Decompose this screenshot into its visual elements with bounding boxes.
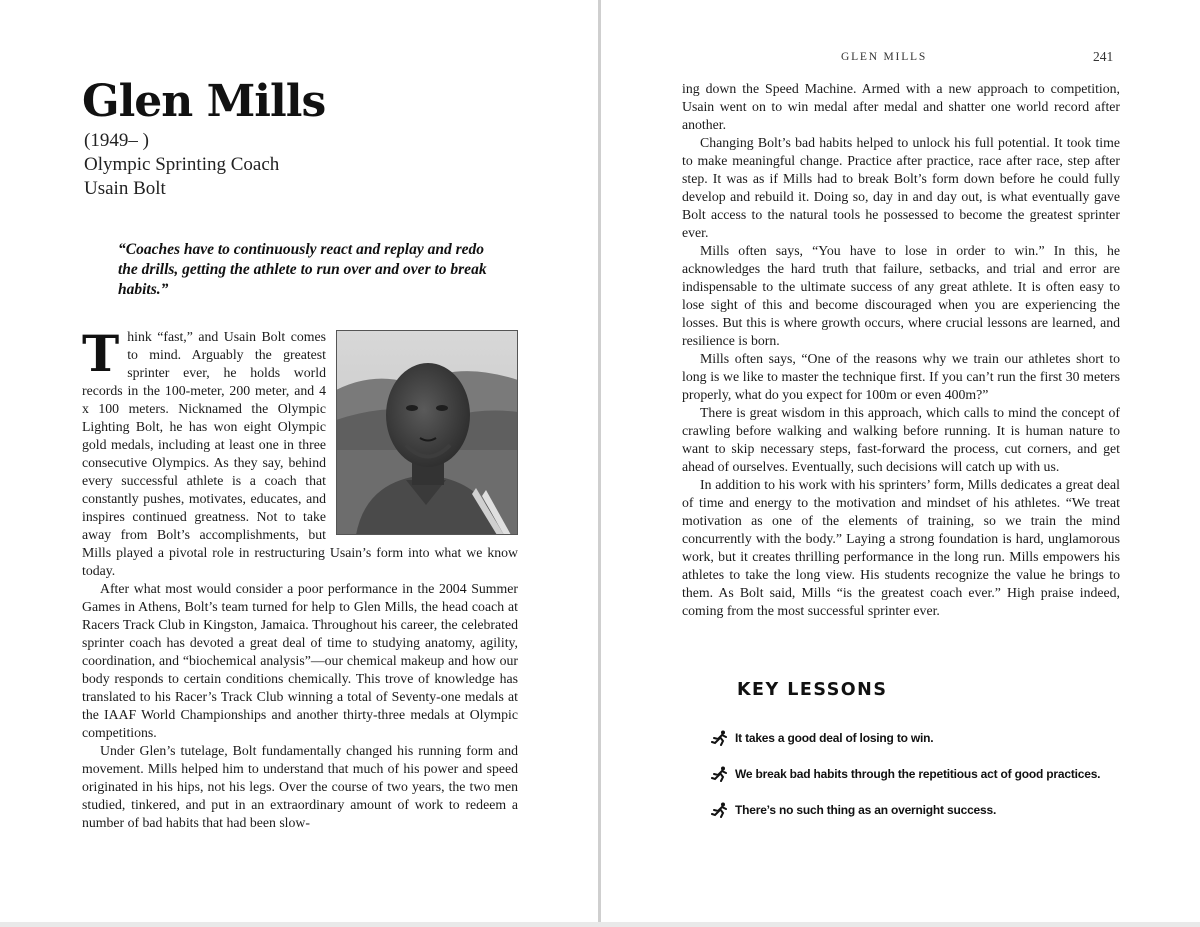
paragraph: Under Glen’s tutelage, Bolt fundamentally changed his running form and movement. Mills helped him to understand that much of his power and speed originated in his hips, not his legs. Over the course of two years, the two men studied, tinkered, and put in an extraordinary amount of work to redeem a number of bad habits that had been slow- — [82, 743, 518, 830]
drop-cap: T — [82, 324, 120, 383]
runner-icon — [711, 802, 729, 818]
runner-icon — [711, 730, 729, 746]
paragraph: Mills often says, “You have to lose in order to win.” In this, he acknowledges the hard truth that failure, setbacks, and trial and error are indispensable to the ultimate success of any great athlete. It is often easy to lose sight of this and become discouraged when you are experiencing the losses. But this is where growth occurs, where crucial lessons are learned, and resilience is born. — [682, 243, 1120, 348]
key-lesson-item — [711, 792, 1100, 828]
left-body-text — [82, 324, 518, 832]
page-number: 241 — [1093, 49, 1114, 64]
runner-icon — [711, 766, 729, 782]
key-lessons-heading: KEY LESSONS — [737, 680, 888, 700]
key-lesson-text: There’s no such thing as an overnight success. — [735, 803, 997, 817]
paragraph: After what most would consider a poor performance in the 2004 Summer Games in Athens, Bolt’s team turned for help to Glen Mills, the head coach at Racers Track Club in Kingston, Jamaica. Throughout his career, the celebrated sprinter coach has devoted a great deal of time to studying anatomy, agility, coordination, and “biochemical analysis”—our chemical makeup and how our body responds to certain conditions chemically. This trove of knowledge has translated to his Racer’s Track Club winning a total of Seventy-one medals at the IAAF World Championships and another thirty-three medals at Olympic competitions. — [82, 581, 518, 740]
running-head: GLEN MILLS — [841, 51, 928, 63]
portrait-photo — [336, 330, 518, 535]
right-body-text — [682, 80, 1120, 620]
paragraph-continued: ing down the Speed Machine. Armed with a new approach to competition, Usain went on to win medal after medal and shatter one world record after another. — [682, 81, 1120, 132]
paragraph: Changing Bolt’s bad habits helped to unlock his full potential. It took time to make meaningful change. Practice after practice, race after race, step after step. It was as if Mills had to break Bolt’s form down before he could fully develop and rebuild it. Doing so, day in and day out, is what eventually gave Bolt access to the natural tools he possessed to become the greatest sprinter ever. — [682, 135, 1120, 240]
subject-athlete: Usain Bolt — [84, 178, 166, 199]
paragraph: There is great wisdom in this approach, which calls to mind the concept of crawling before walking and walking before running. It is human nature to want to skip necessary steps, fast-forward the process, cut corners, and get ahead of ourselves. Eventually, such decisions will catch up with us. — [682, 405, 1120, 474]
epigraph-quote: “Coaches have to continuously react and replay and redo the drills, getting the athlete to run over and over to break habits.” — [118, 241, 487, 298]
paragraph: In addition to his work with his sprinters’ form, Mills dedicates a great deal of time and energy to the motivation and mindset of his athletes. “We treat motivation as one of the elements of training, so we train the mind concurrently with the body.” Laying a strong foundation is hard, unglamorous work, but it creates thrilling performance in the long run. Mills empowers his athletes to take the long view. His students recognize the value he brings to them. As Bolt said, Mills “is the greatest coach ever.” High praise indeed, coming from the most successful sprinter ever. — [682, 477, 1120, 618]
subject-info — [84, 129, 279, 201]
right-page — [601, 0, 1200, 927]
key-lesson-item — [711, 720, 1100, 756]
portrait-frame — [336, 330, 518, 535]
subject-years: (1949– ) — [84, 130, 149, 151]
paragraph: Mills often says, “One of the reasons why we train our athletes short to long is we like to master the technique first. If you can’t run the first 30 meters properly, what do you expect for 100m or even 400m?” — [682, 351, 1120, 402]
chapter-title: Glen Mills — [82, 76, 326, 127]
key-lesson-text: We break bad habits through the repetitious act of good practices. — [735, 767, 1101, 781]
paragraph-text: hink “fast,” and Usain Bolt comes to mind. Arguably the greatest sprinter ever, he holds world records in the 100-meter, 200 meter, and 4 x 100 meters. Nicknamed the Olympic Lighting Bolt, he has won eight Olympic gold medals, including at least one in three consecutive Olympics. As they say, behind every successful athlete is a coach that constantly pushes, motivates, educates, and inspires continued greatness. Not to take away from Bolt’s accomplishments, but Mills played a pivotal role in restructuring Usain’s form into what we know today. — [82, 329, 518, 578]
key-lesson-text: It takes a good deal of losing to win. — [735, 731, 934, 745]
left-page — [0, 0, 598, 927]
subject-role: Olympic Sprinting Coach — [84, 154, 280, 175]
key-lesson-item — [711, 756, 1100, 792]
key-lessons-list — [711, 720, 1100, 828]
